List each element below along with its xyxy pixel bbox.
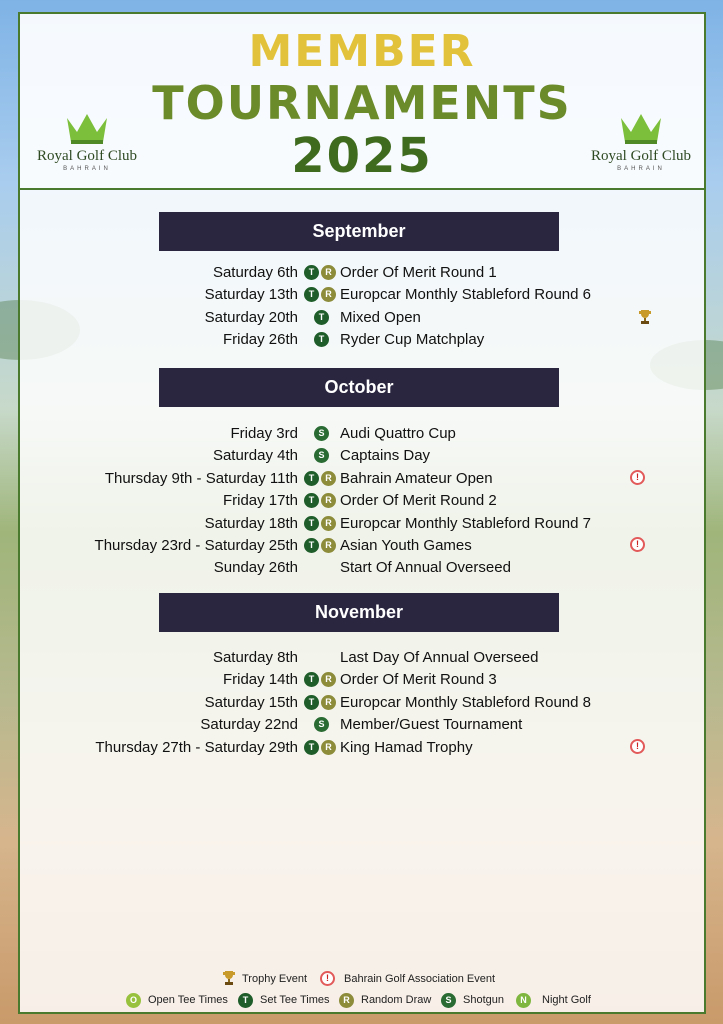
set-tee-icon: T bbox=[304, 287, 319, 302]
month-header: September bbox=[159, 212, 559, 251]
event-row bbox=[20, 737, 704, 759]
event-name: Mixed Open bbox=[340, 308, 421, 326]
random-draw-icon: R bbox=[321, 471, 336, 486]
month-header: November bbox=[159, 593, 559, 632]
event-name: Ryder Cup Matchplay bbox=[340, 331, 485, 349]
event-name: Europcar Monthly Stableford Round 7 bbox=[340, 514, 591, 532]
legend-row-2 bbox=[20, 992, 704, 1010]
event-date: Friday 14th bbox=[222, 671, 298, 689]
legend-open-tee bbox=[126, 994, 228, 1006]
event-name: Europcar Monthly Stableford Round 6 bbox=[340, 286, 591, 304]
event-badges bbox=[304, 695, 340, 711]
event-name: Order Of Merit Round 1 bbox=[340, 264, 497, 281]
title-line-2: TOURNAMENTS bbox=[152, 76, 572, 130]
event-date: Sunday 26th bbox=[213, 559, 298, 577]
bga-icon: ! bbox=[320, 971, 335, 986]
event-date: Friday 17th bbox=[222, 492, 298, 510]
random-draw-icon: R bbox=[321, 695, 336, 710]
event-date: Saturday 15th bbox=[204, 693, 298, 711]
event-badges bbox=[304, 650, 340, 666]
bga-icon: ! bbox=[630, 470, 645, 485]
club-sub: BAHRAIN bbox=[617, 166, 665, 172]
event-row bbox=[20, 513, 704, 535]
club-sub: BAHRAIN bbox=[63, 166, 111, 172]
event-row bbox=[20, 535, 704, 557]
event-badges bbox=[304, 471, 340, 487]
set-tee-icon: T bbox=[238, 993, 253, 1008]
bga-icon: ! bbox=[630, 739, 645, 754]
event-name: Captains Day bbox=[340, 447, 431, 465]
event-name: Bahrain Amateur Open bbox=[340, 469, 493, 487]
night-golf-icon: N bbox=[516, 993, 531, 1008]
legend-bga bbox=[320, 973, 495, 985]
event-name: Member/Guest Tournament bbox=[340, 716, 523, 734]
event-name: Order Of Merit Round 3 bbox=[340, 671, 497, 689]
event-row bbox=[20, 714, 704, 736]
legend-shotgun-label: Shotgun bbox=[463, 994, 504, 1006]
event-name: Asian Youth Games bbox=[340, 537, 472, 554]
event-badges bbox=[304, 265, 340, 281]
title-line-1: MEMBER bbox=[248, 26, 476, 77]
month-header: October bbox=[159, 368, 559, 407]
trophy-icon bbox=[637, 309, 653, 325]
event-row bbox=[20, 468, 704, 490]
legend-trophy-label: Trophy Event bbox=[242, 973, 308, 985]
event-badges bbox=[304, 426, 340, 442]
event-badges bbox=[304, 672, 340, 688]
event-name: King Hamad Trophy bbox=[340, 738, 473, 756]
event-name: Last Day Of Annual Overseed bbox=[340, 649, 539, 666]
event-date: Saturday 22nd bbox=[200, 716, 298, 734]
poster-header bbox=[20, 14, 704, 190]
legend-bga-label: Bahrain Golf Association Event bbox=[344, 973, 496, 985]
event-row bbox=[20, 307, 704, 329]
event-row bbox=[20, 329, 704, 351]
shotgun-icon: S bbox=[314, 448, 329, 463]
legend-row-1 bbox=[20, 971, 704, 989]
event-badges bbox=[304, 310, 340, 326]
event-date: Friday 3rd bbox=[230, 425, 298, 442]
event-badges bbox=[304, 287, 340, 303]
event-badges bbox=[304, 740, 340, 756]
event-date: Thursday 9th - Saturday 11th bbox=[104, 469, 298, 487]
random-draw-icon: R bbox=[321, 287, 336, 302]
event-badges bbox=[304, 560, 340, 576]
legend-night-golf bbox=[516, 994, 591, 1006]
set-tee-icon: T bbox=[304, 471, 319, 486]
random-draw-icon: R bbox=[321, 740, 336, 755]
event-date: Saturday 13th bbox=[204, 286, 298, 304]
event-name: Audi Quattro Cup bbox=[340, 425, 456, 442]
event-badges bbox=[304, 516, 340, 532]
legend-set-tee bbox=[238, 994, 330, 1006]
event-date: Saturday 20th bbox=[204, 308, 298, 326]
event-row bbox=[20, 284, 704, 306]
set-tee-icon: T bbox=[304, 538, 319, 553]
event-name: Start Of Annual Overseed bbox=[340, 559, 511, 577]
event-badges bbox=[304, 448, 340, 464]
event-date: Thursday 23rd - Saturday 25th bbox=[94, 537, 298, 554]
random-draw-icon: R bbox=[321, 516, 336, 531]
event-badges bbox=[304, 493, 340, 509]
shotgun-icon: S bbox=[314, 426, 329, 441]
event-row bbox=[20, 445, 704, 467]
event-badges bbox=[304, 538, 340, 554]
club-logo-right bbox=[586, 112, 696, 172]
open-tee-icon: O bbox=[126, 993, 141, 1008]
legend-trophy bbox=[222, 973, 307, 985]
trophy-icon bbox=[222, 970, 236, 986]
event-date: Thursday 27th - Saturday 29th bbox=[95, 738, 298, 756]
bga-icon: ! bbox=[630, 537, 645, 552]
random-draw-icon: R bbox=[339, 993, 354, 1008]
event-row bbox=[20, 647, 704, 669]
random-draw-icon: R bbox=[321, 538, 336, 553]
event-row bbox=[20, 669, 704, 691]
poster-frame bbox=[18, 12, 706, 1014]
event-date: Saturday 18th bbox=[204, 514, 298, 532]
event-date: Saturday 8th bbox=[212, 649, 298, 666]
event-name: Europcar Monthly Stableford Round 8 bbox=[340, 693, 591, 711]
random-draw-icon: R bbox=[321, 493, 336, 508]
legend-random-draw bbox=[339, 994, 431, 1006]
set-tee-icon: T bbox=[304, 516, 319, 531]
legend-random-draw-label: Random Draw bbox=[361, 994, 432, 1006]
legend-night-golf-label: Night Golf bbox=[542, 994, 591, 1006]
title-line-3: 2025 bbox=[291, 128, 433, 184]
set-tee-icon: T bbox=[304, 695, 319, 710]
club-name: Royal Golf Club bbox=[591, 148, 691, 164]
set-tee-icon: T bbox=[304, 672, 319, 687]
legend-set-tee-label: Set Tee Times bbox=[260, 994, 330, 1006]
shotgun-icon: S bbox=[441, 993, 456, 1008]
random-draw-icon: R bbox=[321, 672, 336, 687]
event-row bbox=[20, 692, 704, 714]
random-draw-icon: R bbox=[321, 265, 336, 280]
event-row bbox=[20, 262, 704, 284]
event-name: Order Of Merit Round 2 bbox=[340, 492, 497, 510]
set-tee-icon: T bbox=[304, 265, 319, 280]
event-date: Saturday 4th bbox=[212, 447, 298, 465]
legend-shotgun bbox=[441, 994, 504, 1006]
event-date: Friday 26th bbox=[222, 331, 298, 349]
crown-logo-icon bbox=[619, 112, 663, 146]
event-badges bbox=[304, 717, 340, 733]
shotgun-icon: S bbox=[314, 717, 329, 732]
set-tee-icon: T bbox=[304, 493, 319, 508]
event-row bbox=[20, 490, 704, 512]
event-row bbox=[20, 423, 704, 445]
set-tee-icon: T bbox=[304, 740, 319, 755]
event-badges bbox=[304, 332, 340, 348]
event-row bbox=[20, 557, 704, 579]
set-tee-icon: T bbox=[314, 332, 329, 347]
event-date: Saturday 6th bbox=[212, 264, 298, 281]
legend-open-tee-label: Open Tee Times bbox=[148, 994, 228, 1006]
club-name: Royal Golf Club bbox=[37, 148, 137, 164]
set-tee-icon: T bbox=[314, 310, 329, 325]
